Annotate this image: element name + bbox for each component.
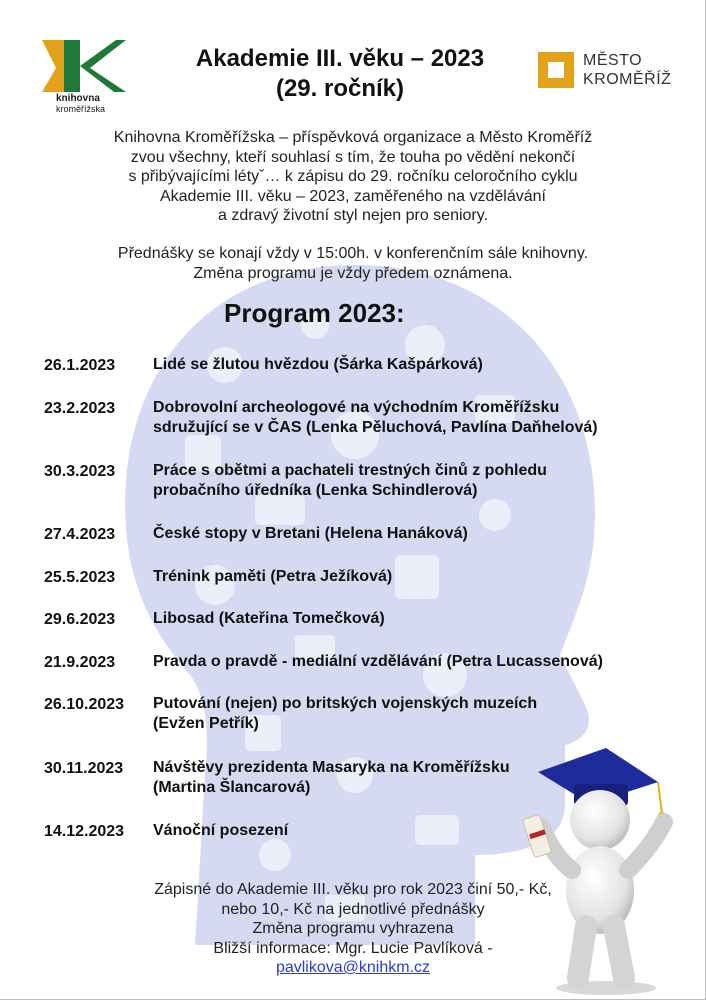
event-date: 21.9.2023 bbox=[44, 654, 116, 671]
intro-line: a zdravý životní styl nejen pro seniory. bbox=[217, 207, 489, 225]
mesto-kromeriz-logo-icon bbox=[538, 52, 574, 88]
event-date: 29.6.2023 bbox=[44, 611, 116, 628]
event-date: 26.1.2023 bbox=[44, 357, 116, 374]
program-heading: Program 2023: bbox=[224, 298, 405, 328]
event-title-line: (Martina Šlancarová) bbox=[153, 779, 311, 796]
event-title-line: Práce s obětmi a pachateli trestných činů z pohledu bbox=[153, 462, 547, 479]
event-title-line: Lidé se žlutou hvězdou (Šárka Kašpárková) bbox=[153, 356, 483, 373]
contact-email-link[interactable]: pavlikova@knihkm.cz bbox=[275, 959, 431, 976]
footer-line: Zápisné do Akademie III. věku pro rok 2023 činí 50,- Kč, bbox=[154, 881, 552, 898]
library-logo bbox=[38, 38, 128, 118]
event-date: 27.4.2023 bbox=[44, 526, 116, 543]
event-title bbox=[153, 694, 693, 734]
event-title bbox=[153, 652, 693, 672]
page-title bbox=[130, 44, 550, 104]
event-title-line: Libosad (Kateřina Tomečková) bbox=[153, 610, 385, 627]
event-title-line: Vánoční posezení bbox=[153, 822, 289, 839]
event-title bbox=[153, 461, 693, 501]
knihovna-k-logo-icon bbox=[38, 38, 128, 94]
city-logo-line-1: MĚSTO bbox=[583, 52, 643, 69]
event-title-line: Návštěvy prezidenta Masaryka na Kroměřížsku bbox=[153, 759, 510, 776]
event-title bbox=[153, 398, 693, 438]
event-title-line: Putování (nejen) po britských vojenských muzeích bbox=[153, 695, 538, 712]
intro-line: Knihovna Kroměřížska – příspěvková organizace a Město Kroměříž bbox=[113, 129, 593, 146]
event-title-line: České stopy v Bretani (Helena Hanáková) bbox=[153, 525, 468, 542]
title-line-1: Akademie III. věku – 2023 bbox=[195, 45, 485, 72]
event-title-line: Trénink paměti (Petra Ježíková) bbox=[153, 568, 393, 585]
intro-line: Akademie III. věku – 2023, zaměřeného na vzdělávání bbox=[159, 187, 546, 205]
event-title-line: sdružující se v ČAS (Lenka Pěluchová, Pavlína Daňhelová) bbox=[153, 419, 598, 436]
event-date: 30.11.2023 bbox=[44, 760, 124, 777]
city-logo bbox=[538, 50, 698, 94]
event-date: 26.10.2023 bbox=[44, 696, 125, 713]
times-line: Změna programu je vždy předem oznámena. bbox=[193, 265, 513, 282]
footer-line: nebo 10,- Kč na jednotlivé přednášky bbox=[221, 900, 485, 918]
footer-line: Změna programu vyhrazena bbox=[252, 920, 454, 937]
event-date: 30.3.2023 bbox=[44, 463, 116, 480]
event-title bbox=[153, 355, 693, 375]
event-date: 14.12.2023 bbox=[44, 823, 125, 840]
title-line-2: (29. ročník) bbox=[275, 75, 405, 102]
library-logo-town: kroměřížska bbox=[56, 104, 106, 114]
event-title bbox=[153, 524, 693, 544]
event-title-line: (Evžen Petřík) bbox=[153, 715, 259, 732]
event-title-line: Dobrovolní archeologové na východním Kroměřížsku bbox=[153, 399, 560, 416]
event-date: 25.5.2023 bbox=[44, 569, 116, 586]
event-date: 23.2.2023 bbox=[44, 400, 116, 417]
intro-text bbox=[40, 128, 666, 226]
city-logo-line-2: KROMĚŘÍŽ bbox=[583, 71, 672, 88]
event-title-line: probačního úředníka (Lenka Schindlerová) bbox=[153, 482, 478, 499]
event-title bbox=[153, 609, 693, 629]
intro-line: zvou všechny, kteří souhlasí s tím, že touha po vědění nekončí bbox=[130, 148, 576, 166]
intro-line: s přibývajícími létyˇ… k zápisu do 29. ročníku celoročního cyklu bbox=[128, 168, 578, 186]
library-logo-name: knihovna bbox=[56, 93, 100, 104]
event-title-line: Pravda o pravdě - mediální vzdělávání (Petra Lucassenová) bbox=[153, 653, 603, 670]
lecture-times-text bbox=[40, 244, 666, 284]
footer-line: Bližší informace: Mgr. Lucie Pavlíková - bbox=[213, 939, 493, 957]
footer-text bbox=[40, 880, 666, 978]
times-line: Přednášky se konají vždy v 15:00h. v konferenčním sále knihovny. bbox=[117, 245, 589, 262]
event-title bbox=[153, 567, 693, 587]
